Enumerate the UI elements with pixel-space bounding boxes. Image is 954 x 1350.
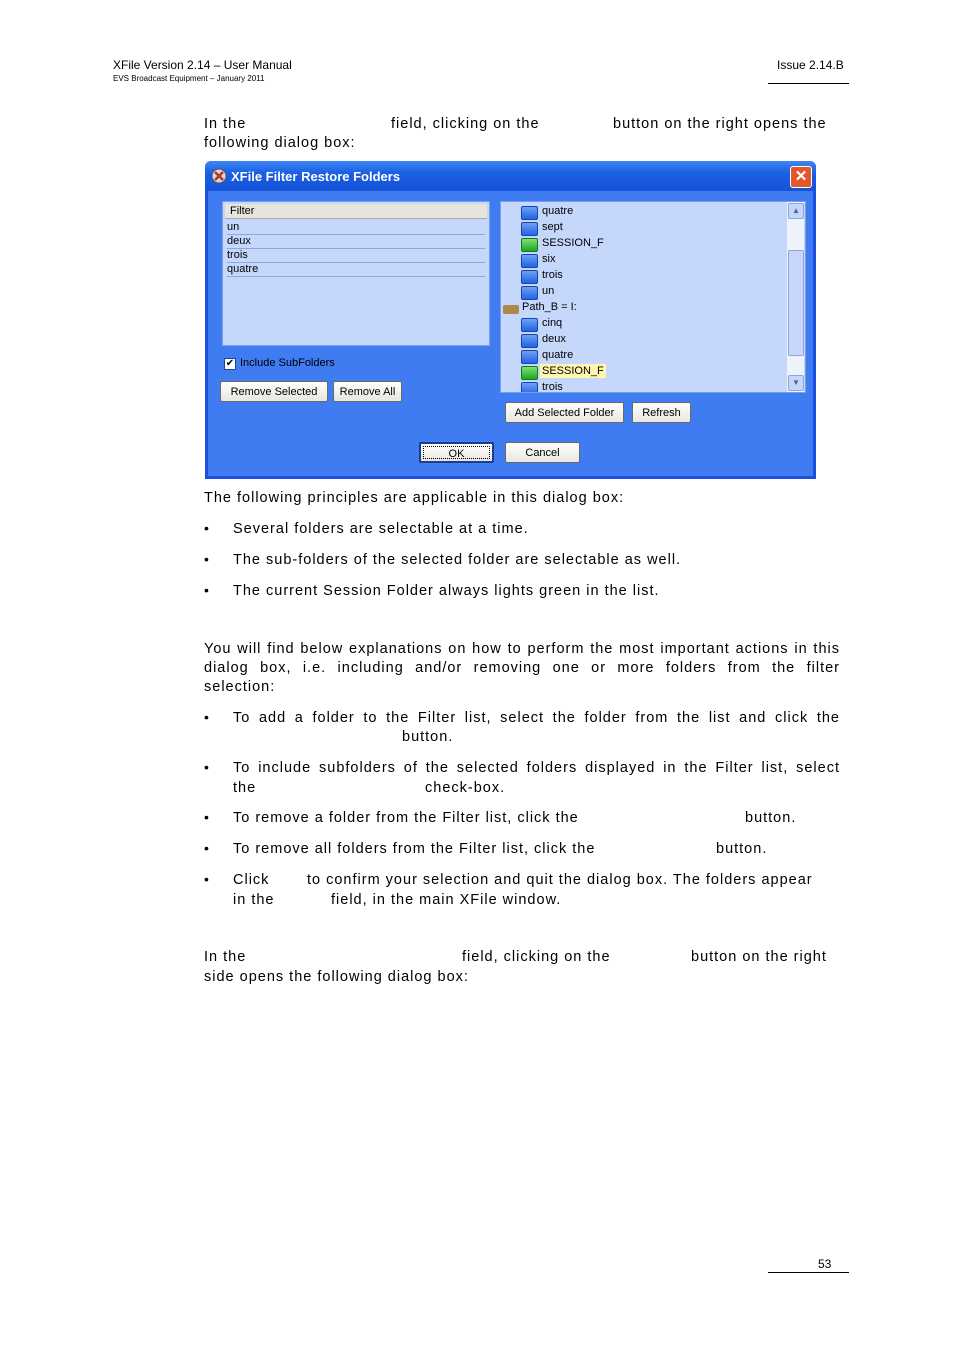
- tree-item-session[interactable]: SESSION_F: [542, 237, 604, 249]
- tree-item[interactable]: quatre: [542, 349, 574, 361]
- tree-item[interactable]: cinq: [542, 317, 563, 329]
- principle-item: The sub-folders of the selected folder are selectable as well.: [233, 552, 682, 568]
- issue-number: Issue 2.14.B: [777, 58, 844, 72]
- folder-tree[interactable]: [500, 201, 806, 393]
- bullet-icon: •: [204, 709, 209, 725]
- action-remove-selected: To remove a folder from the Filter list, click the button.: [233, 810, 797, 826]
- drive-icon: [503, 305, 519, 314]
- session-folder-icon: [521, 366, 538, 380]
- action-include-line2: the check-box.: [233, 780, 506, 796]
- principle-item: The current Session Folder always lights green in the list.: [233, 583, 660, 599]
- header-rule: [768, 83, 849, 84]
- footer-rule: [768, 1272, 849, 1273]
- filter-item[interactable]: un: [227, 221, 485, 235]
- tree-scrollbar[interactable]: [787, 202, 804, 392]
- tree-item[interactable]: trois: [542, 269, 563, 281]
- folder-icon: [521, 382, 538, 393]
- folder-icon: [521, 350, 538, 364]
- tree-item-session-selected[interactable]: SESSION_F: [542, 365, 604, 377]
- folder-icon: [521, 286, 538, 300]
- bullet-icon: •: [204, 871, 209, 887]
- bullet-icon: •: [204, 520, 209, 536]
- action-include-line1: To include subfolders of the selected folders displayed in the Filter list, select: [233, 760, 840, 776]
- cancel-button[interactable]: Cancel: [505, 442, 580, 463]
- dialog-title: XFile Filter Restore Folders: [231, 169, 401, 184]
- folder-icon: [521, 334, 538, 348]
- bullet-icon: •: [204, 551, 209, 567]
- principles-intro: The following principles are applicable in this dialog box:: [204, 490, 625, 506]
- dialog-title-bar[interactable]: [205, 161, 816, 191]
- action-confirm: Click to confirm your selection and quit the dialog box. The folders appear in the field, in the main XFile window.: [233, 872, 813, 908]
- scroll-down-icon[interactable]: ▼: [788, 375, 804, 391]
- intro-text-a: In the: [204, 116, 247, 132]
- filter-item[interactable]: quatre: [227, 263, 485, 277]
- action-add-line1: To add a folder to the Filter list, select the folder from the list and click the: [233, 710, 840, 726]
- tree-item-drive[interactable]: Path_B = I:: [522, 301, 577, 313]
- folder-icon: [521, 270, 538, 284]
- include-subfolders-checkbox[interactable]: ✔: [225, 358, 235, 369]
- action-add-line2: button.: [402, 729, 454, 745]
- folder-icon: [521, 254, 538, 268]
- tree-item[interactable]: six: [542, 253, 556, 265]
- intro-text-c: button on the right opens the: [613, 116, 827, 132]
- second-paragraph: In the field, clicking on the button on the right side opens the following dialog box:: [204, 949, 827, 985]
- filter-item[interactable]: deux: [227, 235, 485, 249]
- page-number: 53: [818, 1257, 832, 1271]
- tree-item[interactable]: trois: [542, 381, 563, 393]
- tree-item[interactable]: un: [542, 285, 555, 297]
- tree-item[interactable]: deux: [542, 333, 566, 345]
- filter-list-header: Filter: [225, 204, 487, 219]
- document-title: XFile Version 2.14 – User Manual: [113, 58, 292, 72]
- folder-icon: [521, 318, 538, 332]
- filter-list[interactable]: [222, 201, 490, 346]
- principle-item: Several folders are selectable at a time.: [233, 521, 529, 537]
- dialog-body: [208, 191, 813, 476]
- intro-paragraph: [204, 115, 840, 153]
- intro-text-b: field, clicking on the: [391, 116, 540, 132]
- tree-item[interactable]: sept: [542, 221, 563, 233]
- actions-intro: You will find below explanations on how to perform the most important actions in this dialog box, i.e. including and/or removing one or more folders from the filter selection:: [204, 641, 840, 695]
- bullet-icon: •: [204, 582, 209, 598]
- bullet-icon: •: [204, 840, 209, 856]
- session-folder-icon: [521, 238, 538, 252]
- document-subtitle: EVS Broadcast Equipment – January 2011: [113, 74, 265, 83]
- include-subfolders-label: Include SubFolders: [240, 357, 335, 369]
- add-selected-folder-button[interactable]: Add Selected Folder: [505, 402, 624, 423]
- intro-text-d: following dialog box:: [204, 135, 356, 151]
- folder-icon: [521, 222, 538, 236]
- tree-item[interactable]: quatre: [542, 205, 574, 217]
- close-button[interactable]: ✕: [790, 166, 812, 188]
- ok-button[interactable]: OK: [419, 442, 494, 463]
- filter-item[interactable]: trois: [227, 249, 485, 263]
- bullet-icon: •: [204, 759, 209, 775]
- scroll-up-icon[interactable]: ▲: [788, 203, 804, 219]
- folder-icon: [521, 206, 538, 220]
- filter-restore-folders-dialog: [205, 161, 816, 479]
- bullet-icon: •: [204, 809, 209, 825]
- xfile-app-icon: [211, 168, 227, 184]
- remove-selected-button[interactable]: Remove Selected: [220, 381, 328, 402]
- refresh-button[interactable]: Refresh: [632, 402, 691, 423]
- scroll-thumb[interactable]: [788, 250, 804, 356]
- remove-all-button[interactable]: Remove All: [333, 381, 402, 402]
- action-remove-all: To remove all folders from the Filter list, click the button.: [233, 841, 768, 857]
